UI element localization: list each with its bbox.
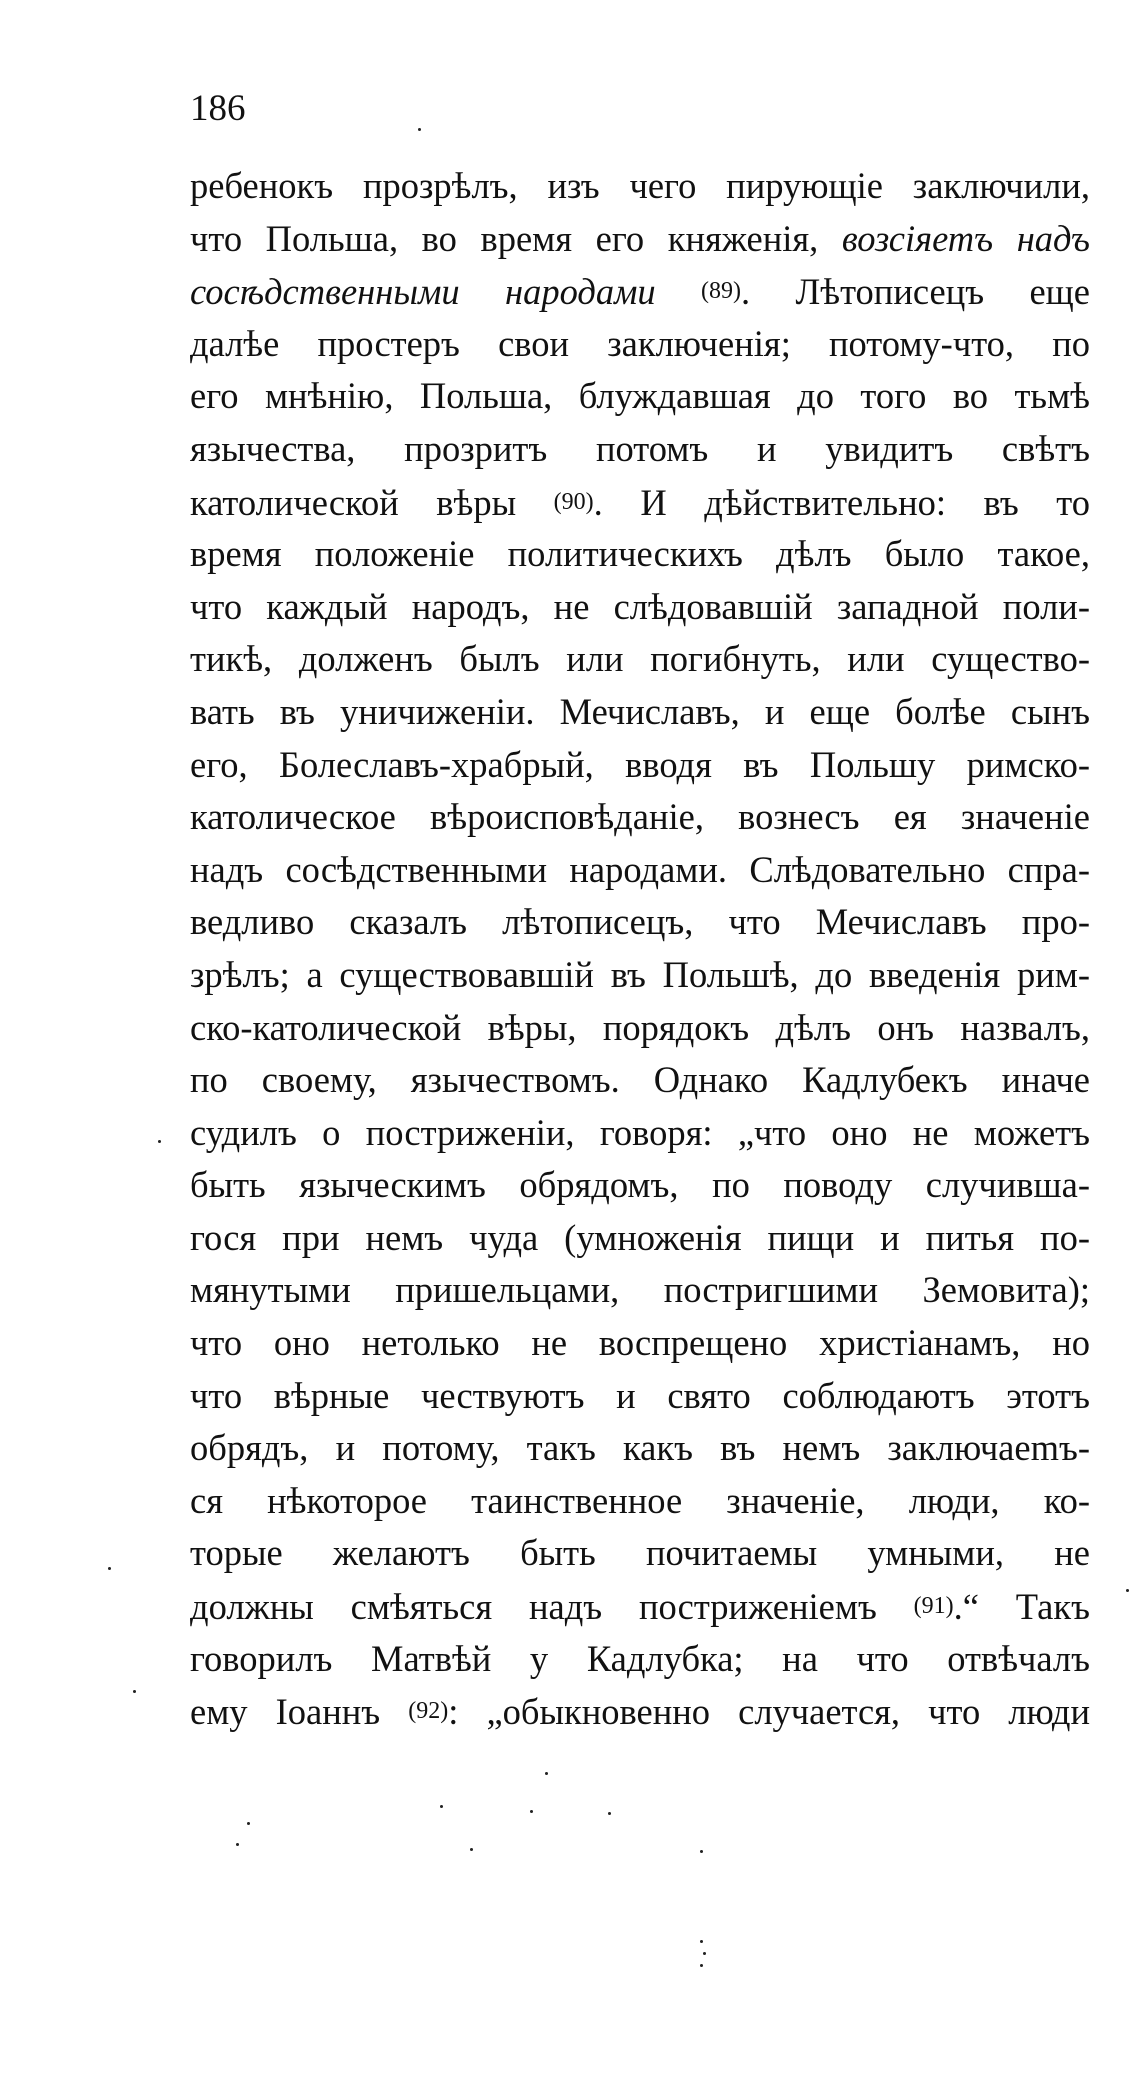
footnote-ref: (92) xyxy=(408,1698,449,1725)
text-line xyxy=(190,423,1090,476)
text-run: торые желаютъ быть почитаемы умными, не xyxy=(190,1532,1090,1574)
text-line xyxy=(190,1212,1090,1265)
text-run: тикѣ, долженъ былъ или погибнуть, или существо- xyxy=(190,638,1090,680)
italic-phrase: возсіяетъ надъ xyxy=(841,217,1090,259)
text-run: гося при немъ чуда (умноженія пищи и питья по- xyxy=(190,1216,1090,1258)
footnote-ref: (91) xyxy=(913,1593,954,1620)
text-line xyxy=(190,1633,1090,1686)
scan-speck xyxy=(700,1940,703,1943)
text-line xyxy=(190,318,1090,371)
text-line xyxy=(190,265,1090,318)
text-line xyxy=(190,791,1090,844)
text-run: .“ Такъ xyxy=(953,1586,1090,1628)
scan-speck xyxy=(236,1843,239,1846)
text-run: обрядъ, и потому, такъ какъ въ немъ заключаеmъ- xyxy=(190,1427,1090,1469)
scan-speck xyxy=(530,1810,533,1813)
text-run: надъ сосѣдственными народами. Слѣдовательно спра- xyxy=(190,848,1090,890)
text-run: : „обыкновенно случается, что люди xyxy=(448,1691,1091,1733)
text-run: ско-католической вѣры, порядокъ дѣлъ онъ назвалъ, xyxy=(190,1006,1090,1048)
text-line xyxy=(190,1107,1090,1160)
text-run: . Лѣтописецъ еще xyxy=(741,271,1090,313)
scan-speck xyxy=(418,128,421,131)
text-run xyxy=(656,271,701,312)
text-run: ему Іоаннъ xyxy=(190,1691,409,1733)
body-text xyxy=(190,160,1090,1738)
scan-speck xyxy=(1126,1589,1129,1592)
scan-speck xyxy=(108,1567,111,1570)
text-line xyxy=(190,949,1090,1002)
text-line xyxy=(190,686,1090,739)
page-number: 186 xyxy=(190,88,246,129)
text-run: судилъ о пострижeніи, говоря: „что оно не можетъ xyxy=(190,1111,1090,1153)
text-run: его, Болеславъ-храбрый, вводя въ Польшу римско- xyxy=(190,743,1090,785)
scan-speck xyxy=(700,1850,703,1853)
italic-phrase: сосѣдственными народами xyxy=(190,271,656,313)
text-run: католическое вѣроисповѣданіе, вознесъ ея значеніе xyxy=(190,796,1090,838)
text-line xyxy=(190,1685,1090,1738)
text-line xyxy=(190,1159,1090,1212)
text-run: . И дѣйствительно: въ то xyxy=(593,481,1091,523)
text-line xyxy=(190,844,1090,897)
text-run: мянутыми пришельцами, постригшими Земовита); xyxy=(190,1269,1090,1311)
text-line xyxy=(190,160,1090,213)
text-run: вать въ уничиженіи. Мечиславъ, и еще болѣе сынъ xyxy=(190,690,1090,732)
text-run: время положеніе политическихъ дѣлъ было такое, xyxy=(190,533,1090,575)
text-run: что оно нетолько не воспрещено христіанамъ, но xyxy=(190,1322,1090,1364)
scan-speck xyxy=(470,1848,473,1851)
footnote-ref: (90) xyxy=(553,488,594,515)
text-line xyxy=(190,370,1090,423)
text-line xyxy=(190,1317,1090,1370)
scan-speck xyxy=(440,1805,443,1808)
text-line xyxy=(190,476,1090,529)
text-run: что Польша, во время его княженія, xyxy=(190,217,842,259)
text-run: должны смѣяться надъ постриженіемъ xyxy=(190,1586,914,1628)
text-run: что вѣрные чествуютъ и свято соблюдаютъ этотъ xyxy=(190,1374,1090,1416)
scan-speck xyxy=(158,1140,161,1143)
text-line xyxy=(190,581,1090,634)
text-run: католической вѣры xyxy=(190,481,554,523)
text-run: язычества, прозритъ потомъ и увидитъ свѣтъ xyxy=(190,427,1090,469)
text-line xyxy=(190,1264,1090,1317)
scan-speck xyxy=(608,1812,611,1815)
scan-speck xyxy=(700,1964,703,1967)
text-line xyxy=(190,633,1090,686)
text-line xyxy=(190,1527,1090,1580)
text-run: что каждый народъ, не слѣдовавшій западной поли- xyxy=(190,585,1090,627)
text-run: по своему, язычествомъ. Однако Кадлубекъ иначе xyxy=(190,1059,1090,1101)
text-run: его мнѣнію, Польша, блуждавшая до того во тьмѣ xyxy=(190,375,1090,417)
text-run: ведливо сказалъ лѣтописецъ, что Мечиславъ про- xyxy=(190,901,1090,943)
text-run: ся нѣкоторое таинственное значеніе, люди, ко- xyxy=(190,1479,1090,1521)
text-line xyxy=(190,739,1090,792)
text-line xyxy=(190,213,1090,266)
text-run: зрѣлъ; а существовавшій въ Польшѣ, до введенія рим- xyxy=(190,953,1090,995)
text-line xyxy=(190,528,1090,581)
text-run: далѣе простеръ свои заключенія; потому-что, по xyxy=(190,322,1090,364)
scan-speck xyxy=(247,1822,250,1825)
scan-speck xyxy=(133,1690,136,1693)
text-run: быть языческимъ обрядомъ, по поводу случившa- xyxy=(190,1164,1090,1206)
text-run: ребенокъ прозрѣлъ, изъ чего пирующіе заключили, xyxy=(190,165,1090,206)
scan-speck xyxy=(545,1772,548,1775)
text-line xyxy=(190,1054,1090,1107)
text-line xyxy=(190,896,1090,949)
text-line xyxy=(190,1370,1090,1423)
text-run: говорилъ Матвѣй у Кадлубка; на что отвѣчалъ xyxy=(190,1637,1090,1679)
scan-speck xyxy=(703,1952,706,1955)
text-line xyxy=(190,1002,1090,1055)
text-line xyxy=(190,1580,1090,1633)
text-line xyxy=(190,1422,1090,1475)
footnote-ref: (89) xyxy=(701,278,741,305)
text-line xyxy=(190,1475,1090,1528)
